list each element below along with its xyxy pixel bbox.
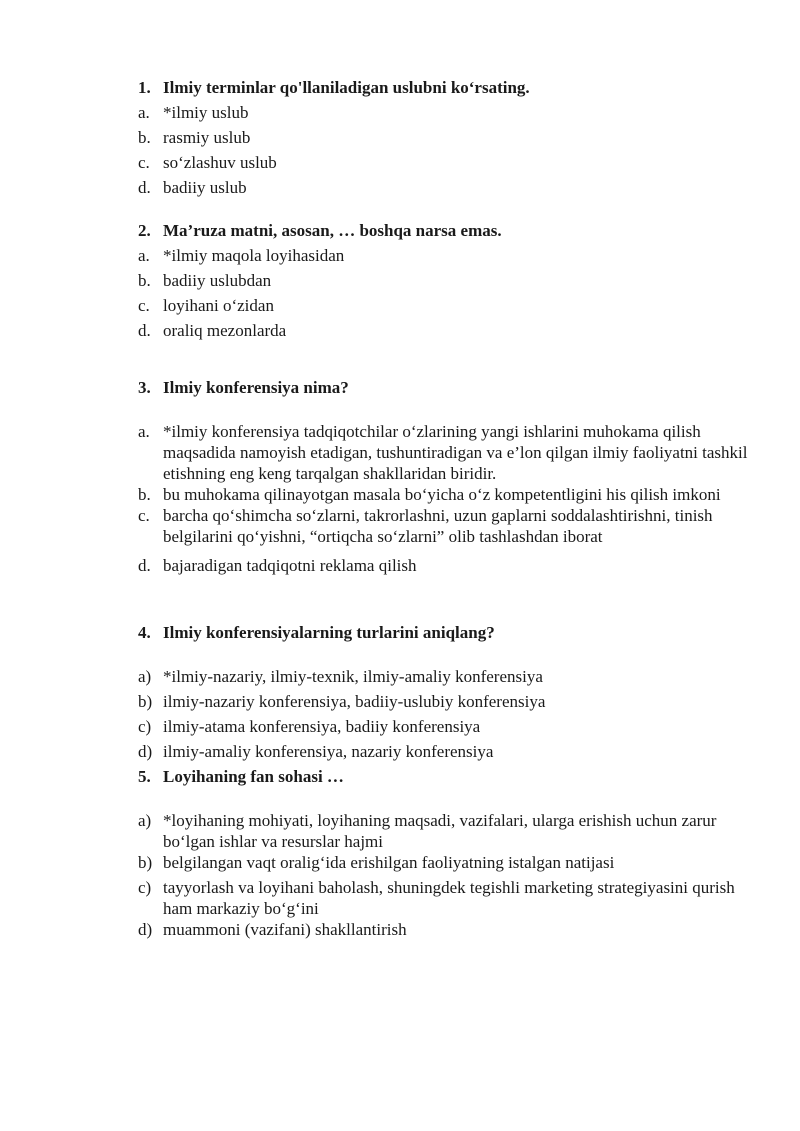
option-text: so‘zlashuv uslub <box>163 153 277 172</box>
question-5 <box>138 766 748 940</box>
answer-option <box>138 505 748 547</box>
option-text: *ilmiy konferensiya tadqiqotchilar o‘zlarining yangi ishlarini muhokama qilish maqsadida namoyish etadigan, tushuntiradigan va e’lon qilgan ilmiy faoliyatni tashkil etishning eng keng tarqalgan shakllaridan biridir. <box>163 422 748 483</box>
option-text: badiiy uslub <box>163 178 247 197</box>
option-text: badiiy uslubdan <box>163 271 272 290</box>
option-text: bajaradigan tadqiqotni reklama qilish <box>163 556 417 575</box>
option-text: bu muhokama qilinayotgan masala bo‘yicha o‘z kompetentligini his qilish imkoni <box>163 485 721 504</box>
answer-option <box>138 421 748 484</box>
option-label: c) <box>138 717 152 736</box>
option-label: d. <box>138 321 151 340</box>
option-label: c. <box>138 296 150 315</box>
question-text: Loyihaning fan sohasi … <box>163 767 344 786</box>
option-text: ilmiy-nazariy konferensiya, badiiy-uslubiy konferensiya <box>163 692 546 711</box>
answer-option <box>138 270 748 291</box>
question-heading <box>138 377 748 399</box>
answer-option <box>138 295 748 316</box>
question-number: 5. <box>138 767 151 786</box>
option-label: b. <box>138 485 151 504</box>
question-heading <box>138 77 748 99</box>
answer-option <box>138 810 748 852</box>
option-label: d. <box>138 556 151 575</box>
answer-option <box>138 177 748 198</box>
answer-option <box>138 691 748 712</box>
option-label: b. <box>138 128 151 147</box>
question-text: Ma’ruza matni, asosan, … boshqa narsa emas. <box>163 221 502 240</box>
question-heading <box>138 622 748 644</box>
answer-option <box>138 919 748 940</box>
question-text: Ilmiy terminlar qo'llaniladigan uslubni ko‘rsating. <box>163 78 530 97</box>
option-label: d) <box>138 742 153 761</box>
option-text: oraliq mezonlarda <box>163 321 287 340</box>
answer-option <box>138 666 748 687</box>
option-label: b) <box>138 692 153 711</box>
answer-option <box>138 127 748 148</box>
option-label: a) <box>138 667 152 686</box>
answer-option <box>138 877 748 919</box>
option-label: d. <box>138 178 151 197</box>
question-number: 4. <box>138 623 151 642</box>
option-text: tayyorlash va loyihani baholash, shuningdek tegishli marketing strategiyasini qurish ham markaziy bo‘g‘ini <box>163 878 735 918</box>
question-number: 1. <box>138 78 151 97</box>
answer-option <box>138 716 748 737</box>
option-label: c) <box>138 878 152 897</box>
question-number: 3. <box>138 378 151 397</box>
option-text: *ilmiy maqola loyihasidan <box>163 246 345 265</box>
option-text: *ilmiy-nazariy, ilmiy-texnik, ilmiy-amaliy konferensiya <box>163 667 543 686</box>
option-label: a. <box>138 422 150 441</box>
option-text: loyihani o‘zidan <box>163 296 274 315</box>
option-label: a. <box>138 246 150 265</box>
option-label: b. <box>138 271 151 290</box>
option-text: ilmiy-atama konferensiya, badiiy konferensiya <box>163 717 481 736</box>
question-3 <box>138 377 748 576</box>
answer-option <box>138 320 748 341</box>
option-text: muammoni (vazifani) shakllantirish <box>163 920 407 939</box>
answer-option <box>138 741 748 762</box>
option-text: *loyihaning mohiyati, loyihaning maqsadi, vazifalari, ularga erishish uchun zarur bo‘lgan ishlar va resurslar hajmi <box>163 811 717 851</box>
option-text: rasmiy uslub <box>163 128 251 147</box>
option-label: a) <box>138 811 152 830</box>
answer-option <box>138 152 748 173</box>
question-text: Ilmiy konferensiya nima? <box>163 378 349 397</box>
option-text: *ilmiy uslub <box>163 103 249 122</box>
question-2 <box>138 220 748 341</box>
question-number: 2. <box>138 221 151 240</box>
answer-option <box>138 245 748 266</box>
option-label: d) <box>138 920 153 939</box>
option-text: barcha qo‘shimcha so‘zlarni, takrorlashni, uzun gaplarni soddalashtirishni, tinish belgilarini qo‘yishni, “ortiqcha so‘zlarni” olib tashlashdan iborat <box>163 506 713 546</box>
question-heading <box>138 220 748 242</box>
question-heading <box>138 766 748 788</box>
answer-option <box>138 484 748 505</box>
option-label: b) <box>138 853 153 872</box>
answer-option <box>138 555 748 576</box>
question-text: Ilmiy konferensiyalarning turlarini aniqlang? <box>163 623 495 642</box>
option-label: c. <box>138 506 150 525</box>
question-4 <box>138 622 748 762</box>
answer-option <box>138 102 748 123</box>
option-text: belgilangan vaqt oralig‘ida erishilgan faoliyatning istalgan natijasi <box>163 853 615 872</box>
answer-option <box>138 852 748 873</box>
question-1 <box>138 77 748 198</box>
option-label: c. <box>138 153 150 172</box>
option-text: ilmiy-amaliy konferensiya, nazariy konferensiya <box>163 742 494 761</box>
option-label: a. <box>138 103 150 122</box>
